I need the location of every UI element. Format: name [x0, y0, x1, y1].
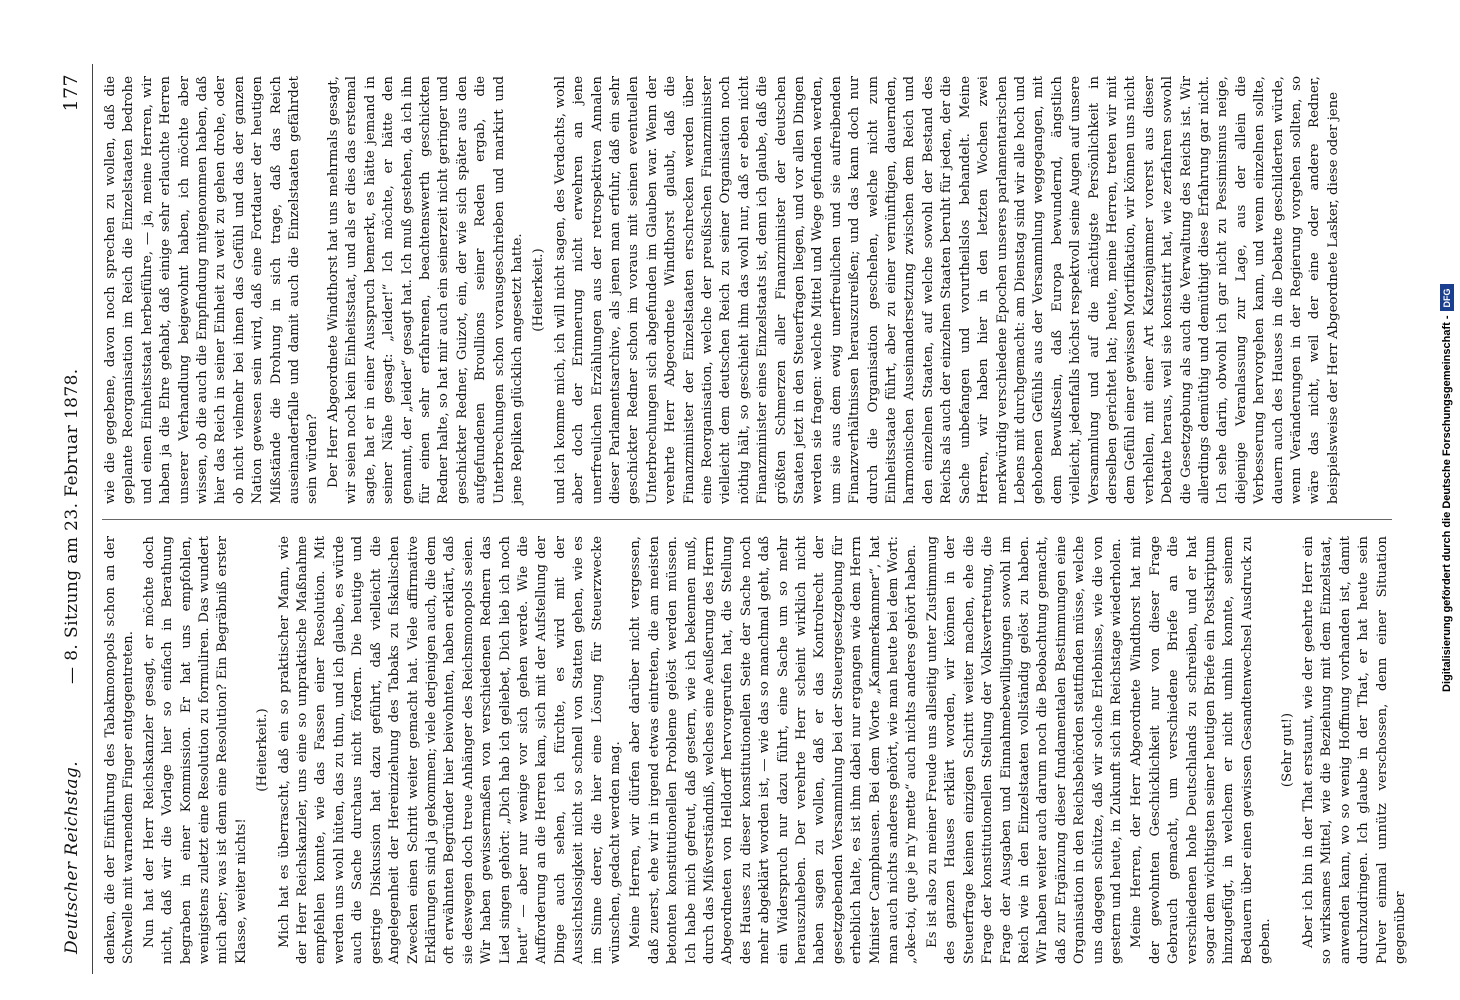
funding-text: Digitalisierung gefördert durch die Deutsche Forschungsgemeinschaft - [1441, 315, 1453, 692]
dfg-logo: DFG [1440, 284, 1454, 311]
paragraph: und ich komme mich, ich will nicht sagen, des Verdachts, wohl aber doch der Erinnerung nicht erwehren an jene unerfreulichen Erzählungen aus der retrospektiven Annalen dieser Parlamentsarchive, als jenen man erfuhr, daß ein sehr geschickter Redner schon im voraus mit seinen eventuellen Unterbrechungen sich abgefunden im Glauben war. Wenn der verehrte Herr Abgeordnete Windthorst glaubt, daß die Finanzminister der Einzelstaaten erschrecken werden über eine Reorganisation, welche der preußischen Finanzminister vielleicht dem deutschen Reich zu seiner Organisation noch nöthig hält, so geschieht ihm das wohl nur, daß er eben nicht Finanzminister eines Einzelstaats ist, denn ich glaube, daß die größten Schmerzen aller Finanzminister der deutschen Staaten jetzt in den Steuerfragen liegen, und vor allen Dingen werden sie fragen: welche Mittel und Wege gefunden werden, um sie aus dem ewig unerfreulichen und sie aufreibenden Finanzverhältnissen herauszureißen; und das kann doch nur durch die Organisation geschehen, welche nicht zum Einheitsstaate führt, aber zu einer vernünftigen, dauernden, harmonischen Auseinandersetzung zwischen dem Reich und den einzelnen Staaten, auf welche sowohl der Bestand des Reichs als auch der einzelnen Staaten beruht für jeden, der die Sache unbefangen und vorurtheilslos behandelt. Meine Herren, wir haben hier in den letzten Wochen zwei merkwürdig verschiedene Epochen unseres parlamentarischen Lebens mit durchgemacht: am Dienstag sind wir alle hoch und gehobenen Gefühls aus der Versammlung weggegangen, mit dem Bewußtsein, daß Europa bewundernd, ängstlich vielleicht, jedenfalls höchst respektvoll seine Augen auf unsere Versammlung und auf die mächtigste Persönlichkeit in derselben gerichtet hat; heute, meine Herren, treten wir mit dem Gefühl einer gewissen Mortifikation, wir können uns nicht verhehlen, mit einer Art Katzenjammer vorerst aus dieser Debatte heraus, weil sie konstatirt hat, wie zerfahren sowohl die Gesetzgebung als auch die Verwaltung des Reichs ist. Wir allerdings demüthig und demüthigt diese Erfahrung gar nicht. Ich sehe darin, obwohl ich gar nicht zu Pessimismus neige, diejenige Veranlassung zur Lage, aus der allein die Verbesserung hervorgehen kann, und wenn einzelnen sollte, dauern auch des Hauses in die Debatte geschilderten würde, wenn Veränderungen in der Regierung vorgehen sollten, so wäre das nicht, weil der eine oder andere Redner, beispielsweise der Herr Abgeordnete Lasker, diese oder jene [552, 76, 1341, 504]
page-number: 177 [60, 74, 82, 112]
running-head [60, 64, 90, 974]
right-column [102, 76, 1402, 504]
interjection: (Heiterkeit.) [255, 708, 271, 792]
scan-sidebar [1396, 0, 1453, 1000]
interjection: (Sehr gut!) [1279, 712, 1295, 788]
journal-title: Deutscher Reichstag. [62, 761, 82, 954]
interjection: (Heiterkeit.) [531, 248, 547, 332]
left-column [102, 536, 1409, 964]
paragraph: Es ist also zu meiner Freude uns allseitig unter Zustimmung des ganzen Hauses erklärt worden, wir können in der Steuerfrage keinen einzigen Schritt weiter machen, ehe die Frage der konstitutionellen Stellung der Volksvertretung, die Frage der Ausgaben und Einnahmebewilligungen sowohl im Reich wie in den Einzelstaaten vollständig gelöst zu haben. Wir haben weiter auch darum noch die Beobachtung gemacht, daß zur Ergänzung dieser fundamentalen Bestimmungen eine Organisation in den Reichsbehörden stattfinden müsse, welche uns dagegen schütze, daß wir solche Erlebnisse, wie die von gestern und heute, in Zukunft sich im Reichstage wiederholen. [924, 536, 1124, 964]
paragraph: Aber ich bin in der That erstaunt, wie der geehrte Herr ein so wirksames Mittel, wie die Beziehung mit dem Einzelstaat, anwenden kann, wo so wenig Hoffnung vorhanden ist, damit durchzudringen. Ich glaube in der That, er hat heute sein Pulver einmal unnütz verschossen, denn einer Situation gegenüber [1301, 536, 1409, 964]
session-title: — 8. Sitzung am 23. Februar 1878. [62, 368, 82, 684]
header-rule [92, 64, 93, 974]
column-divider [102, 519, 1392, 520]
funding-note [1434, 2, 1460, 692]
paragraph: Mich hat es überrascht, daß ein so praktischer Mann, wie der Herr Reichskanzler, uns eine so unpraktische Maßnahme empfehlen konnte, wie das Fassen einer Resolution. Mit werden uns wohl hüten, das zu thun, und ich glaube, es würde auch die Sache durchaus nicht fördern. Die heutige und gestrige Diskussion hat dazu geführt, daß vielleicht die Angelegenheit der Hereinziehung des Tabaks zu fiskalischen Zwecken einen Schritt weiter gemacht hat. Viele affirmative Erklärungen sind ja gekommen; viele derjenigen auch, die dem oft erwähnten Begründer hier beiwohnten, haben erklärt, daß sie deswegen doch treue Anhänger des Reichsmonopols seien. Wir haben gewissermaßen von verschiedenen Rednern das Lied singen gehört: „Dich hab ich geliebet, Dich lieb ich noch heut“ — aber nur wenige vor sich gehen werde. Wie die Aufforderung an die Herren kam, sich mit der Aufstellung der Dinge auch sehen, ich fürchte, es wird mit der Aussichtslosigkeit nicht so schnell von Statten gehen, wie es im Sinne derer, die hier eine Lösung für Steuerzwecke wünschen, gedacht werden mag. [276, 536, 623, 964]
paragraph: Nun hat der Herr Reichskanzler gesagt, er möchte doch nicht, daß wir die Vorlage hier so einfach in Berathung begraben in einer Kommission. Er hat uns empfohlen, wenigstens zuletzt eine Resolution zu formuliren. Das wundert mich aber; was ist denn eine Resolution? Ein Begräbniß erster Klasse, weiter nichts! [141, 536, 249, 964]
paragraph: Der Herr Abgeordnete Windthorst hat uns mehrmals gesagt, wir seien noch kein Einheitsstaat, und als er dies das erstemal sagte, hat er in einer Ausspruch bemerkt, es hätte jemand in seiner Nähe gesagt: „leider!“ Ich möchte, er hätte den genannt, der „leider“ gesagt hat. Ich muß gestehen, da ich ihn für einen sehr erfahrenen, beachtenswerth geschickten Redner halte, so hat mir auch ein seinerzeit nicht geringer und geschickter Redner, Guizot, ein, der wie sich später aus den aufgefundenen Broullions seiner Reden ergab, die Unterbrechungen schon vorausgeschrieben und markirt und jene Repliken glücklich angesetzt hatte. [325, 76, 525, 504]
paragraph: denken, die der Einführung des Tabakmonopols schon an der Schwelle mit warnendem Finger entgegentreten. [103, 536, 137, 964]
paragraph: Meine Herren, wir dürfen aber darüber nicht vergessen, daß zuerst, ehe wir in irgend etwas eintreten, die am meisten betonten konstitutionellen Probleme gelöst werden müssen. Ich habe mich gefreut, daß gestern, wie ich bekennen muß, durch das Mißverständniß, welches eine Aeußerung des Herrn Abgeordneten von Helldorff hervorgerufen hat, die Stellung des Hauses zu dieser konstitutionellen Seite der Sache noch mehr abgeklärt worden ist, — wie das so manchmal geht, daß ein Widerspruch nur dazu führt, eine Sache um so mehr herauszuheben. Der verehrte Herr scheint wirklich nicht haben sagen zu wollen, daß er das Kontrolrecht der gesetzgebenden Versammlung bei der Steuergesetzgebung für erheblich halte, es ist ihm dabei nur ergangen wie dem Herrn Minister Camphausen. Bei dem Worte „Kammerkammer“, hat man auch nichts anderes gehört, wie man heute bei dem Wort: „oke-toi, que je m'y mette“ auch nichts anderes gehört haben. [628, 536, 920, 964]
rotated-page [60, 64, 1420, 974]
paragraph: wie die gegebene, davon noch sprechen zu wollen, daß die geplante Reorganisation im Reich die Einzelstaaten bedrohe und einen Einheitsstaat herbeiführe, — ja, meine Herren, wir haben ja die Ehre gehabt, daß einige sehr erlauchte Herren unserer Verhandlung beigewohnt haben, ich möchte aber wissen, ob die auch die Empfindung mitgenommen haben, daß hier das Reich in seiner Einheit zu weit zu gehen drohe, oder ob nicht vielmehr bei ihnen das Gefühl und das der ganzen Nation gewesen sein wird, daß eine Fortdauer der heutigen Mißstände die Drohung in sich trage, daß das Reich auseinanderfalle und damit auch die Einzelstaaten gefährdet sein würden? [103, 76, 321, 504]
paragraph: Meine Herren, der Herr Abgeordnete Windthorst hat mit der gewohnten Geschicklichkeit nur von dieser Frage Gebrauch gemacht, um verschiedene Briefe an die verschiedenen hohe Deutschlands zu schreiben, und er hat sogar dem wichtigsten seiner heutigen Briefe ein Postskriptum hinzugefügt, in welchem er nicht umhin konnte, seinem Bedauern über einen gewissen Gesandtenwechsel Ausdruck zu geben. [1129, 536, 1274, 964]
